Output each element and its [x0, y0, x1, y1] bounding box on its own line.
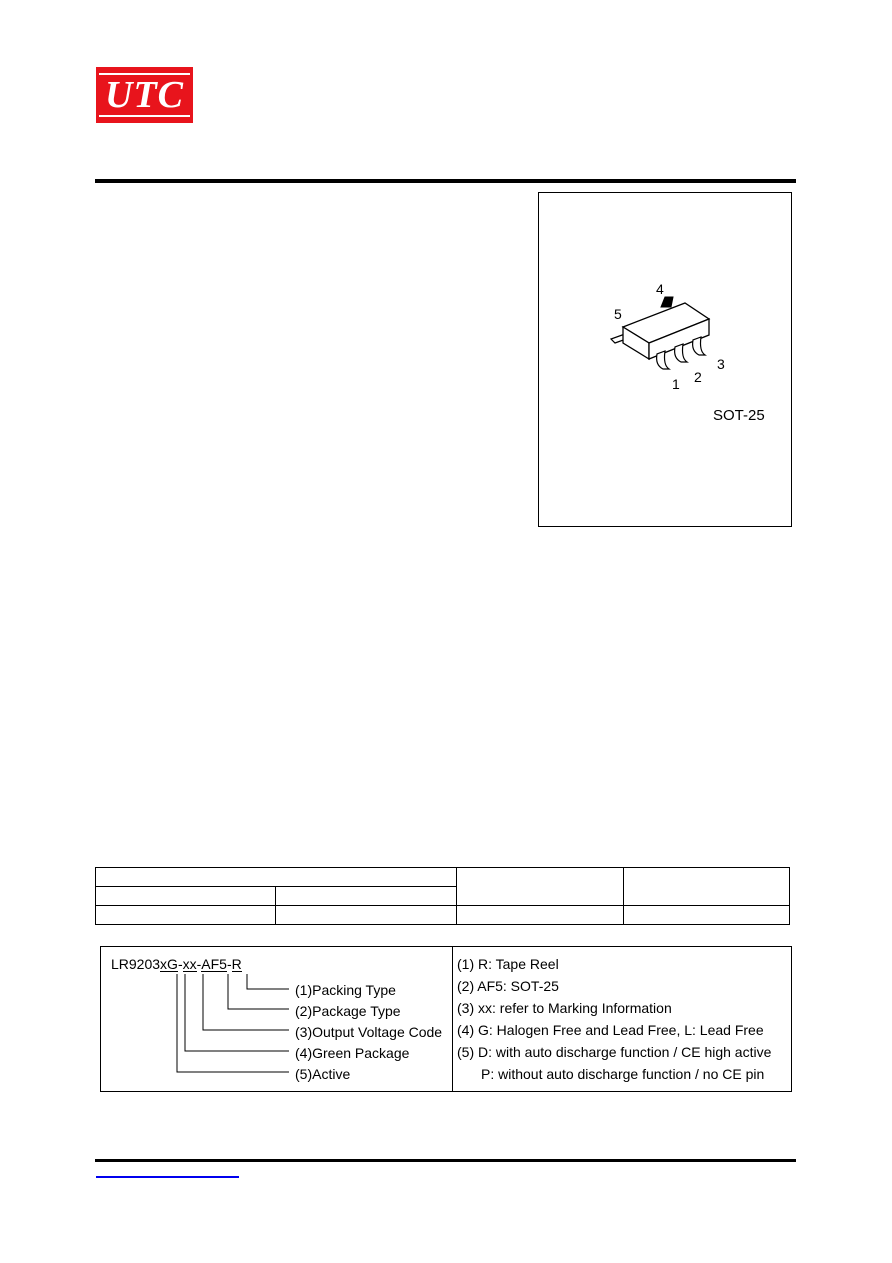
pn-seg-package: AF5: [201, 956, 227, 972]
pn-seg-green: G: [167, 956, 178, 972]
pn-seg-active: x: [160, 956, 168, 972]
desc-active-d: (5) D: with auto discharge function / CE high active: [457, 1044, 772, 1060]
desc-packing: (1) R: Tape Reel: [457, 956, 559, 972]
label-output-voltage-code: (3)Output Voltage Code: [295, 1024, 443, 1040]
table-line: [95, 867, 790, 868]
pn-base: LR9203: [111, 956, 161, 972]
pin-label-1: 1: [672, 376, 680, 392]
footer-rule: [95, 1159, 796, 1162]
table-line: [95, 886, 457, 887]
pin-label-3: 3: [717, 356, 725, 372]
part-number-breakdown: [100, 946, 792, 1092]
package-name: SOT-25: [713, 407, 765, 424]
pin-label-4: 4: [656, 281, 664, 297]
desc-active-p: P: without auto discharge function / no CE pin: [481, 1066, 765, 1082]
table-line: [275, 886, 276, 925]
pin-label-2: 2: [694, 369, 702, 385]
pn-seg-dash: -: [177, 956, 183, 972]
package-illustration-box: [538, 192, 792, 527]
table-line: [95, 924, 790, 925]
label-packing-type: (1)Packing Type: [295, 982, 396, 998]
pn-seg-dash: -: [196, 956, 202, 972]
desc-package: (2) AF5: SOT-25: [457, 978, 559, 994]
utc-logo-text: UTC: [105, 74, 184, 116]
sot25-drawing: [539, 193, 793, 528]
callout-lines: [101, 947, 452, 1091]
pn-seg-packing: R: [231, 956, 242, 972]
pin-label-5: 5: [614, 306, 622, 322]
desc-green: (4) G: Halogen Free and Lead Free, L: Lead Free: [457, 1022, 764, 1038]
label-package-type: (2)Package Type: [295, 1003, 401, 1019]
label-active: (5)Active: [295, 1066, 351, 1082]
breakdown-divider: [452, 947, 453, 1091]
pn-seg-voltage: xx: [182, 956, 197, 972]
table-line: [95, 905, 790, 906]
utc-logo: [96, 67, 193, 123]
table-line: [456, 867, 457, 925]
label-green-package: (4)Green Package: [295, 1045, 410, 1061]
pn-seg-dash: -: [226, 956, 232, 972]
footer-link-underline[interactable]: [96, 1176, 239, 1178]
table-line: [789, 867, 790, 925]
ordering-table: [95, 867, 790, 925]
header-rule: [95, 179, 796, 183]
table-line: [95, 867, 96, 925]
table-line: [623, 867, 624, 925]
utc-logo-frame: [99, 73, 190, 117]
desc-voltage: (3) xx: refer to Marking Information: [457, 1000, 672, 1016]
